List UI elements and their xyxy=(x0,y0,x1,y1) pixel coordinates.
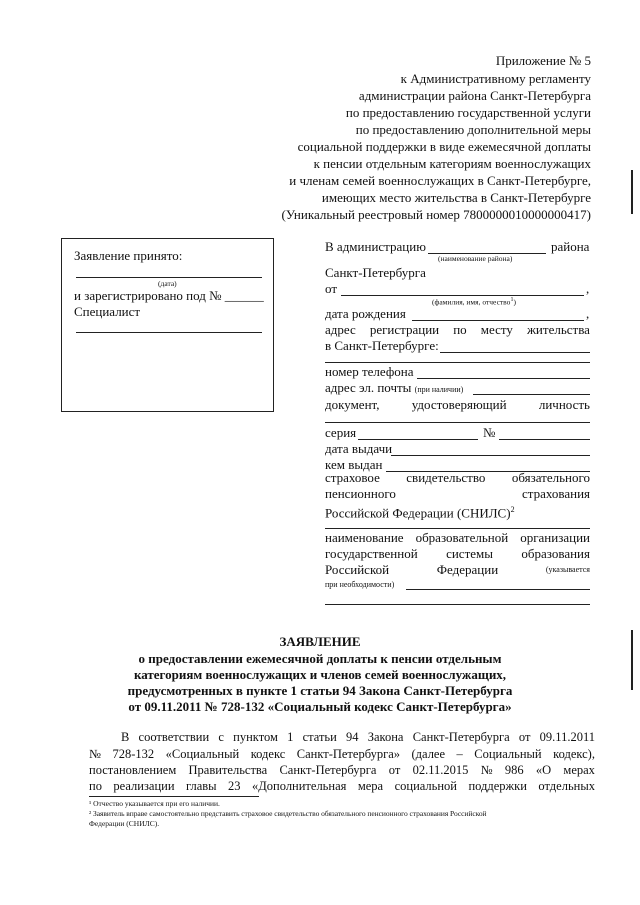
word: Санкт-Петербурга xyxy=(412,730,510,744)
snils-label-text: Российской Федерации (СНИЛС) xyxy=(325,505,511,521)
word: месту xyxy=(480,322,513,337)
acceptance-title: Заявление принято: xyxy=(74,248,183,263)
word: соответствии xyxy=(138,730,210,744)
word: обязательного xyxy=(511,470,590,485)
email-label xyxy=(325,380,463,398)
word: кодекс xyxy=(250,747,286,761)
word: Санкт-Петербурга» xyxy=(296,747,401,761)
word: мерах xyxy=(563,763,595,777)
acceptance-specialist-line[interactable] xyxy=(76,332,262,333)
word: Правительства xyxy=(188,763,268,777)
district-label: района xyxy=(551,239,590,254)
word: жительства xyxy=(526,322,590,337)
word: «Социальный xyxy=(165,747,240,761)
appendix-line: имеющих место жительства в Санкт-Петербурге xyxy=(321,190,591,205)
phone-field[interactable] xyxy=(417,378,590,379)
appendix-line: Приложение № 5 xyxy=(495,53,591,68)
appendix-line: к Административному регламенту xyxy=(400,71,591,86)
word: удостоверяющий xyxy=(411,397,507,412)
footnote-2-continued: Федерации (СНИЛС). xyxy=(89,819,160,828)
series-label: серия xyxy=(325,425,357,440)
statement-subtitle: от 09.11.2011 № 728-132 «Социальный кодекс Санкт-Петербурга» xyxy=(128,699,512,714)
statement-subtitle: предусмотренных в пункте 1 статьи 94 Закона Санкт-Петербурга xyxy=(127,683,513,698)
word: личность xyxy=(538,397,590,412)
word: организации xyxy=(520,530,590,545)
issued-by-label: кем выдан xyxy=(325,457,383,472)
acceptance-box xyxy=(61,238,274,412)
education-hint-line: при необходимости) xyxy=(325,580,395,589)
footnote-1: ¹ Отчество указывается при его наличии. xyxy=(89,799,220,808)
word: адрес xyxy=(325,322,356,337)
word: «Дополнительная xyxy=(252,779,347,793)
word: (далее xyxy=(411,747,446,761)
issue-date-label: дата выдачи xyxy=(325,441,393,456)
snils-label-line3 xyxy=(325,502,515,521)
word: по xyxy=(453,322,467,337)
education-label-line3 xyxy=(325,562,590,578)
word: с xyxy=(218,730,224,744)
word: статьи xyxy=(302,730,337,744)
word: страховое xyxy=(325,470,380,485)
word: 02.11.2015 xyxy=(412,763,469,777)
word: по xyxy=(89,779,102,793)
city-label: Санкт-Петербурга xyxy=(325,265,426,280)
word: Российской xyxy=(325,562,390,577)
word: 728-132 xyxy=(112,747,155,761)
word: 94 xyxy=(346,730,359,744)
word: 1 xyxy=(287,730,294,744)
footnote-2: ² Заявитель вправе самостоятельно представить страховое свидетельство обязательного пенсионного страхования Российской xyxy=(89,809,487,818)
word: Закона xyxy=(367,730,404,744)
snils-label-line1 xyxy=(325,470,590,486)
to-admin-label: В администрацию xyxy=(325,239,426,254)
word: от xyxy=(388,763,401,777)
word: – xyxy=(456,747,463,761)
statement-body-line xyxy=(89,746,595,762)
series-field[interactable] xyxy=(358,439,478,440)
birth-date-tail: , xyxy=(586,306,590,321)
birth-date-label: дата рождения xyxy=(325,306,406,321)
snils-label-line2 xyxy=(325,486,590,502)
issue-date-field[interactable] xyxy=(391,455,590,456)
word: поддержки xyxy=(468,779,527,793)
statement-body-line xyxy=(89,778,595,794)
word: документ, xyxy=(325,397,380,412)
word: государственной xyxy=(325,546,418,561)
document-number-field[interactable] xyxy=(499,439,590,440)
birth-date-field[interactable] xyxy=(412,320,584,321)
word: свидетельство xyxy=(406,470,486,485)
footnote-ref-1: 1 xyxy=(510,297,514,303)
word: «О xyxy=(535,763,552,777)
word: главы xyxy=(185,779,217,793)
acceptance-specialist: Специалист xyxy=(74,304,141,319)
full-name-hint-text: (фамилия, имя, отчество xyxy=(432,297,511,307)
word: 09.11.2011 xyxy=(539,730,595,744)
word: страхования xyxy=(521,486,590,501)
word: постановлением xyxy=(89,763,177,777)
word: № xyxy=(89,747,101,761)
statement-body-line xyxy=(121,729,595,745)
education-hint: (указывается xyxy=(545,565,590,574)
word: регистрации xyxy=(369,322,440,337)
word: Социальный xyxy=(474,747,542,761)
scan-edge-mark-bottom xyxy=(631,630,633,690)
appendix-line: социальной поддержки в виде ежемесячной доплаты xyxy=(297,139,591,154)
statement-title: ЗАЯВЛЕНИЕ xyxy=(279,634,361,649)
word: В xyxy=(121,730,130,744)
scan-edge-mark-top xyxy=(631,170,633,214)
statement-subtitle: о предоставлении ежемесячной доплаты к пенсии отдельным xyxy=(138,651,502,666)
registry-number: (Уникальный реестровый номер 7800000010000000417) xyxy=(281,207,591,222)
word: реализации xyxy=(113,779,175,793)
word: образовательной xyxy=(415,530,509,545)
footnote-ref-2: 2 xyxy=(510,505,515,514)
footnote-separator xyxy=(89,796,259,797)
word: Санкт-Петербурга xyxy=(279,763,377,777)
email-field[interactable] xyxy=(473,394,590,395)
email-label-text: адрес эл. почты xyxy=(325,380,412,395)
appendix-line: по предоставлению государственной услуги xyxy=(345,105,591,120)
district-hint: (наименование района) xyxy=(438,254,513,263)
appendix-line: к пенсии отдельным категориям военнослужащих xyxy=(313,156,591,171)
word: 23 xyxy=(228,779,241,793)
registration-address-label xyxy=(325,322,590,338)
education-field-2[interactable] xyxy=(325,604,590,605)
email-hint: (при наличии) xyxy=(414,385,464,394)
word: пунктом xyxy=(233,730,278,744)
statement-body-line xyxy=(89,762,595,778)
word: социальной xyxy=(394,779,457,793)
word: Федерации xyxy=(436,562,499,577)
identity-document-field[interactable] xyxy=(325,422,590,423)
word: системы xyxy=(446,546,493,561)
education-label-line2 xyxy=(325,546,590,562)
identity-document-label xyxy=(325,397,590,413)
statement-subtitle: категориям военнослужащих и членов семей военнослужащих, xyxy=(133,667,507,682)
word: наименование xyxy=(325,530,404,545)
acceptance-registered: и зарегистрировано под № ______ xyxy=(74,288,264,303)
phone-label: номер телефона xyxy=(325,364,414,379)
education-field[interactable] xyxy=(406,589,590,590)
word: пенсионного xyxy=(325,486,396,501)
registration-city-label: в Санкт-Петербурге: xyxy=(325,338,439,353)
word: от xyxy=(518,730,531,744)
document-number-label: № xyxy=(483,425,496,440)
appendix-line: администрации района Санкт-Петербурга xyxy=(358,88,591,103)
word: образования xyxy=(521,546,590,561)
full-name-hint-end: ) xyxy=(513,297,516,307)
word: отдельных xyxy=(538,779,595,793)
from-label: от xyxy=(325,281,338,296)
registration-address-field-2[interactable] xyxy=(325,362,590,363)
word: № xyxy=(480,763,493,777)
registration-address-field[interactable] xyxy=(440,352,590,353)
appendix-line: по предоставлению дополнительной меры xyxy=(355,122,591,137)
word: 986 xyxy=(504,763,524,777)
full-name-hint xyxy=(432,296,516,307)
appendix-line: и членам семей военнослужащих в Санкт-Петербурге, xyxy=(289,173,591,188)
word: кодекс), xyxy=(553,747,595,761)
snils-field[interactable] xyxy=(325,528,590,529)
word: мера xyxy=(357,779,384,793)
acceptance-date-line[interactable] xyxy=(76,277,262,278)
from-tail: , xyxy=(586,281,590,296)
education-label-line1 xyxy=(325,530,590,546)
acceptance-date-hint: (дата) xyxy=(158,279,177,288)
